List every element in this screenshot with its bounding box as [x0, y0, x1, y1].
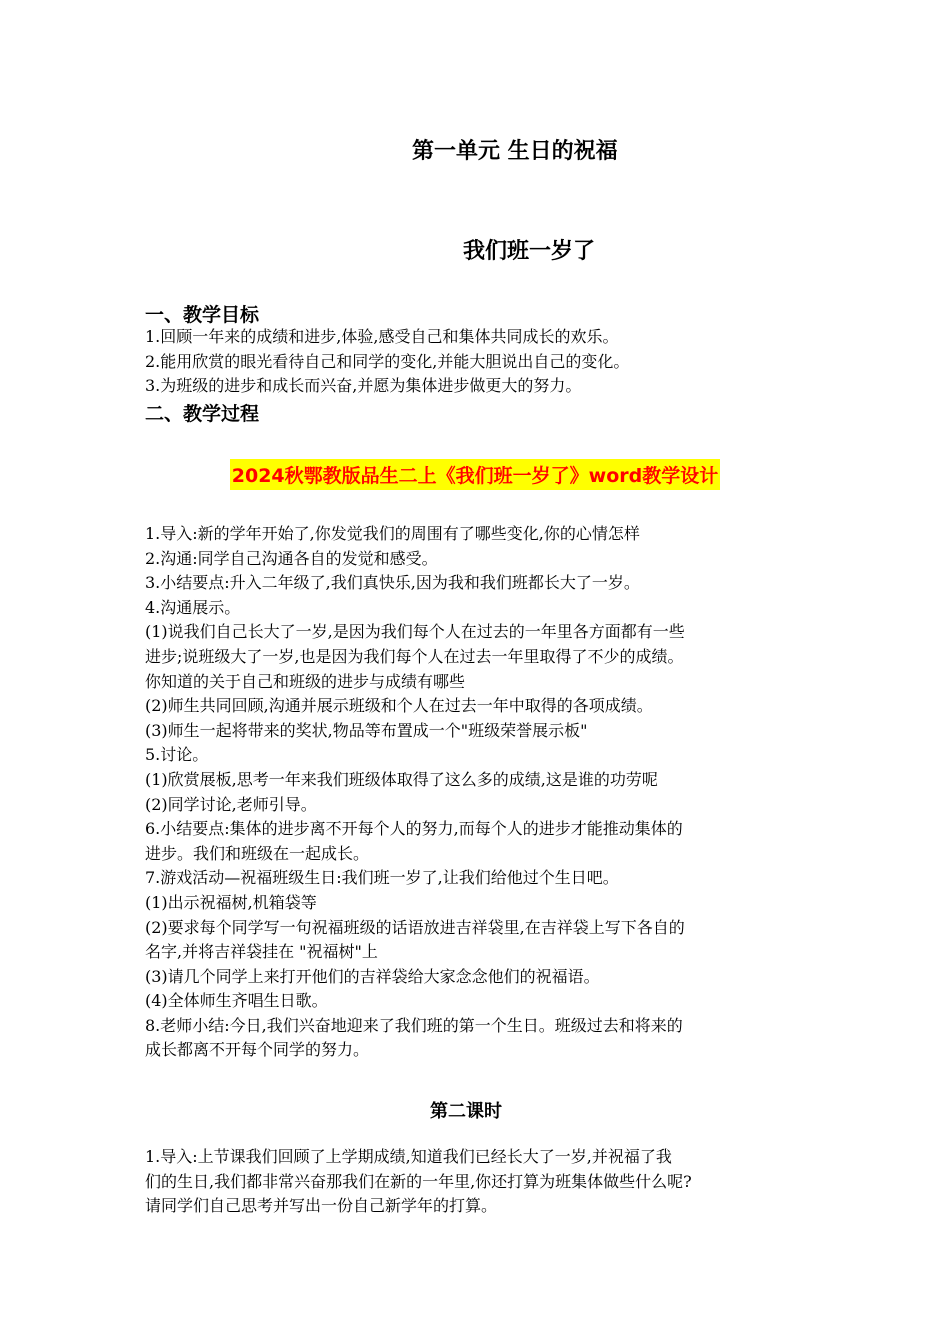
- process-line: 进步;说班级大了一岁,也是因为我们每个人在过去一年里取得了不少的成绩。: [145, 646, 684, 666]
- process-line: (1)欣赏展板,思考一年来我们班级体取得了这么多的成绩,这是谁的功劳呢: [145, 769, 658, 789]
- lesson2-line: 1.导入:上节课我们回顾了上学期成绩,知道我们已经长大了一岁,并祝福了我: [145, 1147, 672, 1166]
- banner-row: [0, 459, 950, 490]
- process-line: 5.讨论。: [145, 745, 209, 765]
- lesson2-line: 请同学们自己思考并写出一份自己新学年的打算。: [145, 1196, 498, 1216]
- process-steps: [145, 522, 815, 1063]
- objectives-list: [145, 325, 815, 399]
- process-line: 成长都离不开每个同学的努力。: [145, 1040, 370, 1060]
- process-line: 6.小结要点:集体的进步离不开每个人的努力,而每个人的进步才能推动集体的: [145, 819, 683, 839]
- process-line: (2)要求每个同学写一句祝福班级的话语放进吉祥袋里,在吉祥袋上写下各自的: [145, 917, 685, 937]
- process-line: 1.导入:新的学年开始了,你发觉我们的周围有了哪些变化,你的心情怎样: [145, 524, 640, 543]
- process-line: 8.老师小结:今日,我们兴奋地迎来了我们班的第一个生日。班级过去和将来的: [145, 1015, 683, 1035]
- process-line: (1)说我们自己长大了一岁,是因为我们每个人在过去的一年里各方面都有一些: [145, 622, 685, 642]
- process-line: (2)同学讨论,老师引导。: [145, 794, 317, 814]
- process-line: (2)师生共同回顾,沟通并展示班级和个人在过去一年中取得的各项成绩。: [145, 696, 653, 716]
- highlighted-banner-title: 2024秋鄂教版品生二上《我们班一岁了》word教学设计: [230, 459, 720, 490]
- process-line: (4)全体师生齐唱生日歌。: [145, 991, 328, 1011]
- section-heading-objectives: 一、教学目标: [145, 304, 260, 326]
- lesson2-content: [145, 1145, 815, 1219]
- process-line: 2.沟通:同学自己沟通各自的发觉和感受。: [145, 548, 438, 568]
- process-line: 7.游戏活动—祝福班级生日:我们班一岁了,让我们给他过个生日吧。: [145, 868, 619, 888]
- process-line: 进步。我们和班级在一起成长。: [145, 843, 370, 863]
- section-heading-process: 二、教学过程: [145, 403, 260, 425]
- process-line: 4.沟通展示。: [145, 597, 241, 617]
- process-line: (1)出示祝福树,机箱袋等: [145, 892, 317, 912]
- lesson2-line: 们的生日,我们都非常兴奋那我们在新的一年里,你还打算为班集体做些什么呢?: [145, 1171, 692, 1191]
- unit-title: 第一单元 生日的祝福: [412, 139, 618, 164]
- objective-item: 1.回顾一年来的成绩和进步,体验,感受自己和集体共同成长的欢乐。: [145, 327, 619, 346]
- process-line: (3)请几个同学上来打开他们的吉祥袋给大家念念他们的祝福语。: [145, 966, 600, 986]
- lesson-title: 我们班一岁了: [463, 239, 596, 264]
- lesson2-heading: 第二课时: [430, 1101, 502, 1122]
- process-line: (3)师生一起将带来的奖状,物品等布置成一个"班级荣誉展示板": [145, 720, 588, 740]
- process-line: 你知道的关于自己和班级的进步与成绩有哪些: [145, 671, 466, 691]
- objective-item: 2.能用欣赏的眼光看待自己和同学的变化,并能大胆说出自己的变化。: [145, 351, 630, 371]
- objective-item: 3.为班级的进步和成长而兴奋,并愿为集体进步做更大的努力。: [145, 376, 582, 396]
- process-line: 名字,并将吉祥袋挂在 "祝福树"上: [145, 942, 378, 962]
- process-line: 3.小结要点:升入二年级了,我们真快乐,因为我和我们班都长大了一岁。: [145, 573, 640, 593]
